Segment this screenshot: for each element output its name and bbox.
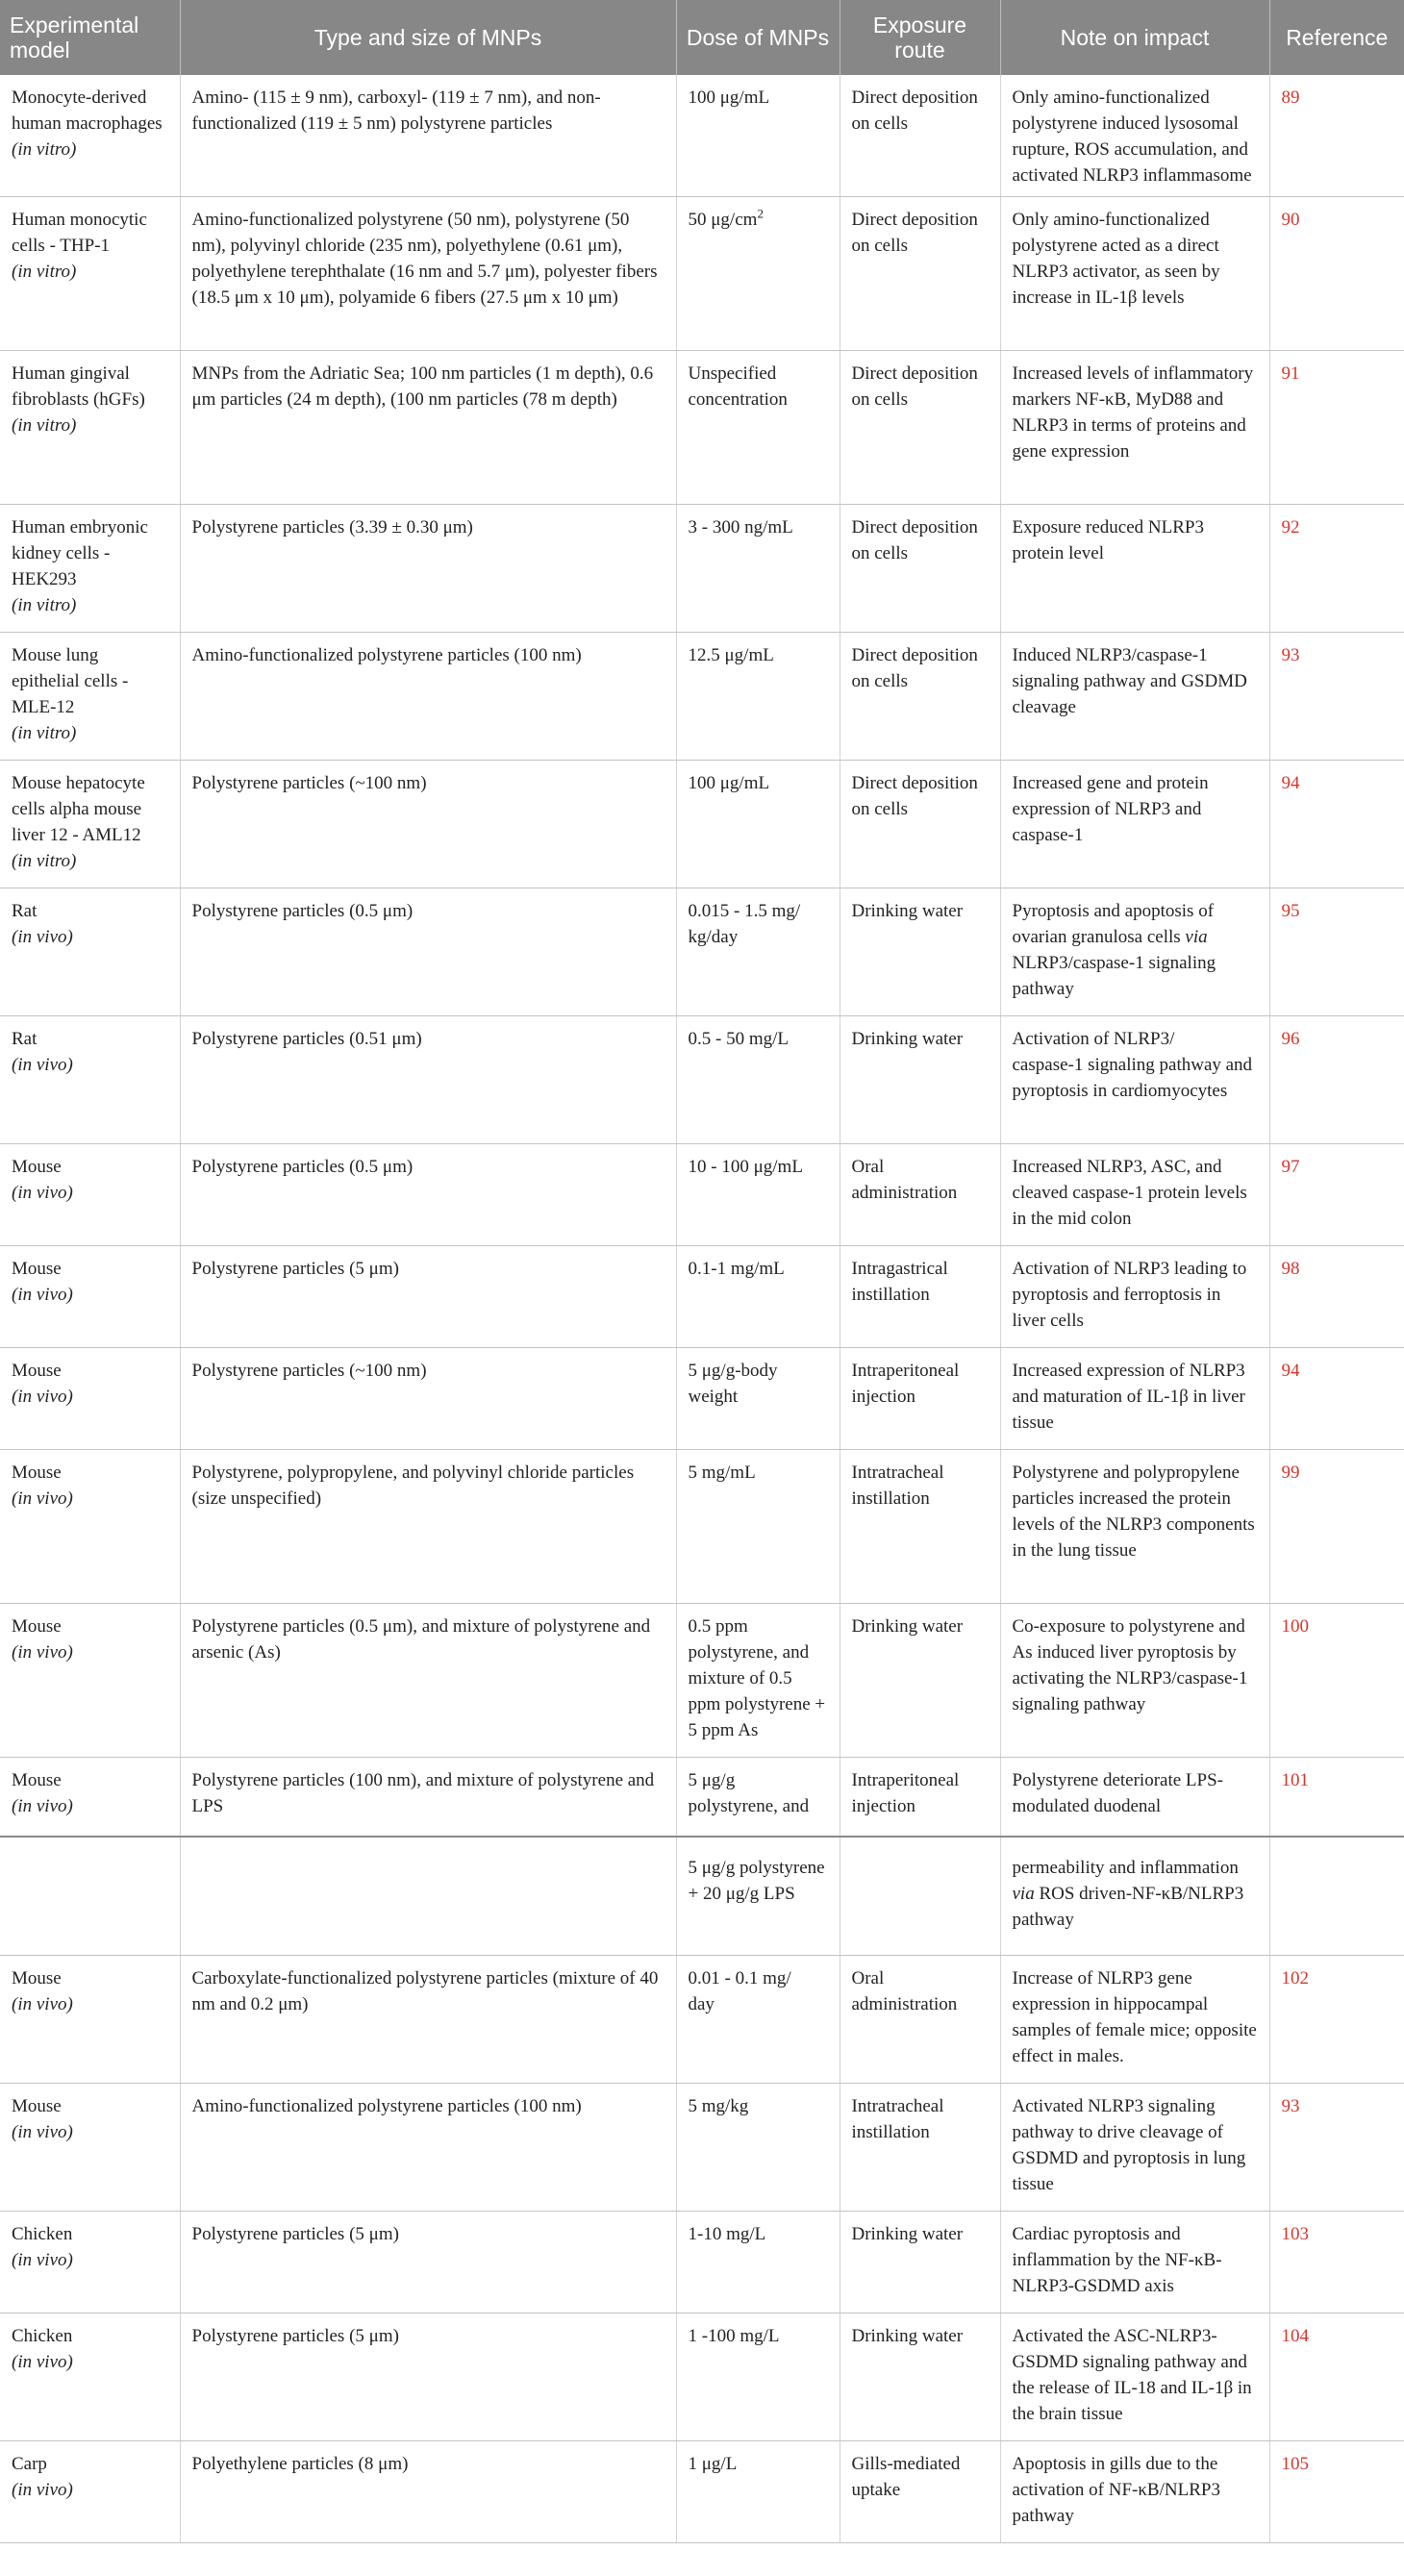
type-cell: Amino- (115 ± 9 nm), carboxyl- (119 ± 7 nm), and non-functionalized (119 ± 5 nm) polystyrene particles [180, 75, 676, 197]
type-cell: Amino-functionalized polystyrene particles (100 nm) [180, 633, 676, 761]
reference-link[interactable]: 92 [1269, 505, 1404, 633]
reference-link[interactable]: 97 [1269, 1144, 1404, 1246]
model-cell [0, 197, 180, 351]
dose-cell: 0.1-1 mg/mL [676, 1246, 840, 1348]
reference-link[interactable]: 103 [1269, 2212, 1404, 2313]
model-cell [0, 633, 180, 761]
type-cell: Polystyrene particles (3.39 ± 0.30 μm) [180, 505, 676, 633]
dose-value: 50 μg/cm [688, 210, 758, 230]
dose-cell: 5 μg/g polystyrene, and [676, 1758, 840, 1837]
type-cell: Polystyrene, polypropylene, and polyvinyl chloride particles (size unspecified) [180, 1450, 676, 1604]
model-name: Human monocytic cells - THP-1 [12, 210, 147, 256]
table-row [0, 351, 1404, 505]
study-context: (in vitro) [12, 723, 77, 743]
study-context: (in vivo) [12, 1055, 73, 1075]
study-context: (in vivo) [12, 2250, 73, 2270]
model-name: Rat [12, 901, 38, 921]
study-context: (in vivo) [12, 1488, 73, 1509]
route-cell: Direct deposition on cells [840, 75, 1000, 197]
reference-link[interactable]: 93 [1269, 2084, 1404, 2212]
type-cell: Polystyrene particles (0.5 μm), and mixture of polystyrene and arsenic (As) [180, 1604, 676, 1758]
model-cell [0, 1246, 180, 1348]
type-cell: Polystyrene particles (5 μm) [180, 1246, 676, 1348]
type-cell: Polystyrene particles (~100 nm) [180, 1348, 676, 1450]
route-cell: Drinking water [840, 888, 1000, 1016]
table-row [0, 2313, 1404, 2441]
model-name: Mouse [12, 1259, 62, 1279]
note-cell: Only amino-functionalized polystyrene acted as a direct NLRP3 activator, as seen by increase in IL-1β levels [1000, 197, 1269, 351]
dose-cell: 10 - 100 μg/mL [676, 1144, 840, 1246]
table-row [0, 1450, 1404, 1604]
reference-link[interactable]: 98 [1269, 1246, 1404, 1348]
reference-link[interactable]: 89 [1269, 75, 1404, 197]
model-name: Mouse [12, 1770, 62, 1790]
note-text: ROS driven-NF-κB/NLRP3 pathway [1012, 1883, 1244, 1930]
type-cell: Polystyrene particles (~100 nm) [180, 761, 676, 888]
dose-cell: 5 mg/mL [676, 1450, 840, 1604]
table-row [0, 1246, 1404, 1348]
note-text: permeability and inflammation [1012, 1857, 1239, 1878]
dose-cell: 1 μg/L [676, 2441, 840, 2543]
model-name: Chicken [12, 2224, 73, 2244]
study-context: (in vivo) [12, 1285, 73, 1305]
model-cell [0, 2313, 180, 2441]
model-name: Carp [12, 2454, 47, 2474]
model-cell [0, 2084, 180, 2212]
table-row [0, 1348, 1404, 1450]
note-cell: Activation of NLRP3 leading to pyroptosis and ferroptosis in liver cells [1000, 1246, 1269, 1348]
study-context: (in vivo) [12, 1183, 73, 1203]
model-cell [0, 1758, 180, 1837]
table-row [0, 1956, 1404, 2084]
reference-cell [1269, 1837, 1404, 1956]
reference-link[interactable]: 94 [1269, 1348, 1404, 1450]
dose-cell: 12.5 μg/mL [676, 633, 840, 761]
reference-link[interactable]: 105 [1269, 2441, 1404, 2543]
dose-cell: 5 μg/g-body weight [676, 1348, 840, 1450]
reference-link[interactable]: 100 [1269, 1604, 1404, 1758]
table-row [0, 197, 1404, 351]
note-cell: Cardiac pyroptosis and inflammation by the NF-κB- NLRP3-GSDMD axis [1000, 2212, 1269, 2313]
note-cell: Induced NLRP3/caspase-1 signaling pathway and GSDMD cleavage [1000, 633, 1269, 761]
model-cell [0, 888, 180, 1016]
note-cell: Exposure reduced NLRP3 protein level [1000, 505, 1269, 633]
dose-cell: 100 μg/mL [676, 761, 840, 888]
note-text: NLRP3/caspase-1 signaling pathway [1012, 953, 1216, 999]
route-cell: Oral administration [840, 1956, 1000, 2084]
study-context: (in vivo) [12, 2352, 73, 2372]
dose-cell: 100 μg/mL [676, 75, 840, 197]
study-context: (in vivo) [12, 1796, 73, 1816]
study-context: (in vivo) [12, 2480, 73, 2500]
note-cell: Increased levels of inflammatory markers NF-κB, MyD88 and NLRP3 in terms of proteins and gene expression [1000, 351, 1269, 505]
model-name: Mouse [12, 1616, 62, 1637]
note-cell: Polystyrene and polypropylene particles increased the protein levels of the NLRP3 components in the lung tissue [1000, 1450, 1269, 1604]
reference-link[interactable]: 104 [1269, 2313, 1404, 2441]
dose-cell: 5 μg/g polystyrene + 20 μg/g LPS [676, 1837, 840, 1956]
dose-cell: 0.01 - 0.1 mg/ day [676, 1956, 840, 2084]
table-row [0, 1144, 1404, 1246]
type-cell: MNPs from the Adriatic Sea; 100 nm particles (1 m depth), 0.6 μm particles (24 m depth), (100 nm particles (78 m depth) [180, 351, 676, 505]
model-name: Human gingival fibroblasts (hGFs) [12, 363, 145, 410]
dose-cell: Unspecified concentration [676, 351, 840, 505]
study-context: (in vivo) [12, 1387, 73, 1407]
model-name: Mouse lung epithelial cells - MLE-12 [12, 645, 129, 717]
dose-cell: 0.015 - 1.5 mg/ kg/day [676, 888, 840, 1016]
note-cell: Co-exposure to polystyrene and As induced liver pyroptosis by activating the NLRP3/caspase-1 signaling pathway [1000, 1604, 1269, 1758]
route-cell: Drinking water [840, 1016, 1000, 1144]
model-name: Rat [12, 1029, 38, 1049]
note-cell: Only amino-functionalized polystyrene induced lysosomal rupture, ROS accumulation, and activated NLRP3 inflammasome [1000, 75, 1269, 197]
reference-link[interactable]: 102 [1269, 1956, 1404, 2084]
model-name: Mouse [12, 1361, 62, 1381]
dose-cell: 5 mg/kg [676, 2084, 840, 2212]
route-cell: Direct deposition on cells [840, 505, 1000, 633]
type-cell: Polystyrene particles (5 μm) [180, 2313, 676, 2441]
route-cell: Drinking water [840, 2212, 1000, 2313]
study-context: (in vitro) [12, 595, 77, 615]
route-cell: Drinking water [840, 1604, 1000, 1758]
route-cell: Direct deposition on cells [840, 197, 1000, 351]
table-row [0, 2212, 1404, 2313]
reference-link[interactable]: 90 [1269, 197, 1404, 351]
header-exposure-route: Exposure route [840, 0, 1000, 75]
type-cell: Polystyrene particles (0.5 μm) [180, 1144, 676, 1246]
reference-link[interactable]: 101 [1269, 1758, 1404, 1837]
route-cell: Drinking water [840, 2313, 1000, 2441]
model-name: Human embryonic kidney cells - HEK293 [12, 517, 148, 589]
reference-link[interactable]: 96 [1269, 1016, 1404, 1144]
table-row [0, 75, 1404, 197]
note-cell: Increased gene and protein expression of NLRP3 and caspase-1 [1000, 761, 1269, 888]
table-row [0, 505, 1404, 633]
type-cell: Amino-functionalized polystyrene (50 nm), polystyrene (50 nm), polyvinyl chloride (235 nm), polyethylene (0.61 μm), polyethylene terephthalate (16 nm and 5.7 μm), polyester fibers (18.5 μm x 10 μm), polyamide 6 fibers (27.5 μm x 10 μm) [180, 197, 676, 351]
note-cell [1000, 1837, 1269, 1956]
route-cell: Direct deposition on cells [840, 351, 1000, 505]
model-cell [0, 75, 180, 197]
model-cell [0, 1604, 180, 1758]
dose-cell: 0.5 - 50 mg/L [676, 1016, 840, 1144]
study-context: (in vivo) [12, 927, 73, 947]
study-context: (in vitro) [12, 262, 77, 282]
route-cell: Intratracheal instillation [840, 1450, 1000, 1604]
reference-link[interactable]: 99 [1269, 1450, 1404, 1604]
header-experimental-model: Experimental model [0, 0, 180, 75]
table-row [0, 1758, 1404, 1837]
type-cell: Polystyrene particles (5 μm) [180, 2212, 676, 2313]
route-cell [840, 1837, 1000, 1956]
dose-exponent: 2 [757, 206, 764, 221]
reference-link[interactable]: 94 [1269, 761, 1404, 888]
dose-cell: 0.5 ppm polystyrene, and mixture of 0.5 ppm polystyrene + 5 ppm As [676, 1604, 840, 1758]
note-cell: Activated the ASC-NLRP3- GSDMD signaling pathway and the release of IL-18 and IL-1β in the brain tissue [1000, 2313, 1269, 2441]
model-cell [0, 1956, 180, 2084]
note-cell: Polystyrene deteriorate LPS-modulated duodenal [1000, 1758, 1269, 1837]
note-via: via [1012, 1883, 1035, 1904]
note-cell [1000, 888, 1269, 1016]
model-cell [0, 2441, 180, 2543]
study-context: (in vitro) [12, 139, 77, 160]
header-note-on-impact: Note on impact [1000, 0, 1269, 75]
note-cell: Increase of NLRP3 gene expression in hippocampal samples of female mice; opposite effect in males. [1000, 1956, 1269, 2084]
table-row [0, 888, 1404, 1016]
model-cell [0, 761, 180, 888]
type-cell [180, 1837, 676, 1956]
dose-cell [676, 197, 840, 351]
model-cell [0, 505, 180, 633]
dose-cell: 1-10 mg/L [676, 2212, 840, 2313]
header-row [0, 0, 1404, 75]
study-context: (in vivo) [12, 2122, 73, 2142]
type-cell: Amino-functionalized polystyrene particles (100 nm) [180, 2084, 676, 2212]
model-name: Mouse [12, 2096, 62, 2116]
note-cell: Apoptosis in gills due to the activation of NF-κB/NLRP3 pathway [1000, 2441, 1269, 2543]
table-row-continued [0, 1837, 1404, 1956]
reference-link[interactable]: 93 [1269, 633, 1404, 761]
route-cell: Direct deposition on cells [840, 633, 1000, 761]
type-cell: Polystyrene particles (100 nm), and mixture of polystyrene and LPS [180, 1758, 676, 1837]
route-cell: Intraperitoneal injection [840, 1348, 1000, 1450]
route-cell: Gills-mediated uptake [840, 2441, 1000, 2543]
model-cell [0, 351, 180, 505]
note-cell: Activation of NLRP3/ caspase-1 signaling pathway and pyroptosis in cardiomyocytes [1000, 1016, 1269, 1144]
type-cell: Polystyrene particles (0.5 μm) [180, 888, 676, 1016]
note-text: Pyroptosis and apoptosis of ovarian granulosa cells [1012, 901, 1215, 947]
model-cell [0, 1016, 180, 1144]
model-name: Monocyte-derived human macrophages [12, 88, 163, 134]
type-cell: Polystyrene particles (0.51 μm) [180, 1016, 676, 1144]
model-cell [0, 1837, 180, 1956]
model-name: Mouse [12, 1968, 62, 1988]
header-dose: Dose of MNPs [676, 0, 840, 75]
route-cell: Oral administration [840, 1144, 1000, 1246]
model-name: Mouse [12, 1157, 62, 1177]
route-cell: Intraperitoneal injection [840, 1758, 1000, 1837]
model-cell [0, 1450, 180, 1604]
table-row [0, 1604, 1404, 1758]
table-row [0, 761, 1404, 888]
study-context: (in vitro) [12, 415, 77, 436]
type-cell: Carboxylate-functionalized polystyrene particles (mixture of 40 nm and 0.2 μm) [180, 1956, 676, 2084]
table-row [0, 2084, 1404, 2212]
route-cell: Intratracheal instillation [840, 2084, 1000, 2212]
header-type-and-size: Type and size of MNPs [180, 0, 676, 75]
dose-cell: 1 -100 mg/L [676, 2313, 840, 2441]
note-cell: Increased NLRP3, ASC, and cleaved caspase-1 protein levels in the mid colon [1000, 1144, 1269, 1246]
table-row [0, 633, 1404, 761]
route-cell: Intragastrical instillation [840, 1246, 1000, 1348]
route-cell: Direct deposition on cells [840, 761, 1000, 888]
header-reference: Reference [1269, 0, 1404, 75]
reference-link[interactable]: 95 [1269, 888, 1404, 1016]
note-cell: Increased expression of NLRP3 and maturation of IL-1β in liver tissue [1000, 1348, 1269, 1450]
table-row [0, 2441, 1404, 2543]
note-via: via [1185, 927, 1208, 947]
study-context: (in vivo) [12, 1994, 73, 2014]
model-cell [0, 1348, 180, 1450]
reference-link[interactable]: 91 [1269, 351, 1404, 505]
model-name: Chicken [12, 2326, 73, 2346]
model-cell [0, 2212, 180, 2313]
model-name: Mouse [12, 1463, 62, 1483]
dose-cell: 3 - 300 ng/mL [676, 505, 840, 633]
study-context: (in vivo) [12, 1642, 73, 1663]
model-name: Mouse hepatocyte cells alpha mouse liver 12 - AML12 [12, 773, 145, 845]
model-cell [0, 1144, 180, 1246]
table-row [0, 1016, 1404, 1144]
study-context: (in vitro) [12, 851, 77, 871]
note-cell: Activated NLRP3 signaling pathway to drive cleavage of GSDMD and pyroptosis in lung tissue [1000, 2084, 1269, 2212]
type-cell: Polyethylene particles (8 μm) [180, 2441, 676, 2543]
